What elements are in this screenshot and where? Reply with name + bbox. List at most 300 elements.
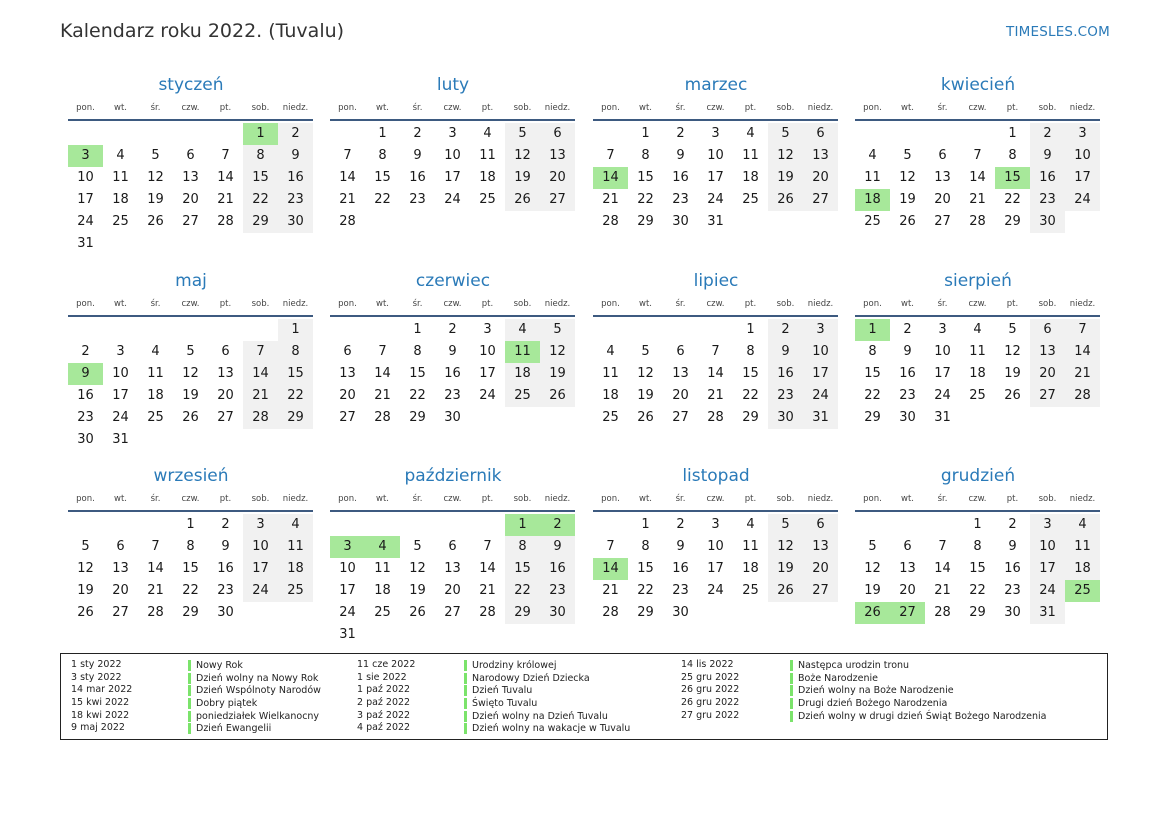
empty-cell [400,624,435,646]
day-cell: 13 [444,561,461,576]
weekday-header [68,98,314,118]
day-cell: 7 [151,539,160,554]
day-cell: 16 [77,388,94,403]
day-cell: 27 [803,580,838,602]
day-cell: 2 [768,319,803,341]
holiday-name: Boże Narodzenie [790,673,878,684]
day-cell: 8 [641,148,650,163]
weekday-label: pt. [1006,494,1019,504]
day-cell: 3 [711,126,720,141]
empty-cell [68,514,103,536]
day-cell: 9 [278,145,313,167]
weekday-label: sob. [513,494,532,504]
day-cell: 12 [540,341,575,363]
day-cell: 13 [112,561,129,576]
month-name: listopad [682,466,750,486]
weekday-label: wt. [639,103,652,113]
month-calendar [68,268,314,451]
day-cell: 1 [1008,126,1017,141]
day-cell: 6 [448,539,457,554]
day-cell: 20 [112,583,129,598]
day-cell: 3 [243,514,278,536]
day-cell: 3 [483,322,492,337]
weekday-label: pon. [863,299,882,309]
day-cell: 24 [339,605,356,620]
day-cell: 16 [899,366,916,381]
day-cell: 14 [969,170,986,185]
day-cell: 29 [182,605,199,620]
day-cell: 21 [147,583,164,598]
day-cell: 5 [505,123,540,145]
empty-cell [995,407,1030,429]
day-cell: 6 [221,344,230,359]
day-cell: 12 [899,170,916,185]
legend-column [71,659,371,735]
day-cell: 21 [934,583,951,598]
day-cell: 9 [413,148,422,163]
day-cell: 8 [278,341,313,363]
month-calendar [593,268,839,429]
day-cell: 11 [112,170,129,185]
day-cell: 26 [768,189,803,211]
day-cell: 25 [479,192,496,207]
day-cell: 7 [711,344,720,359]
holiday-date: 3 sty 2022 [71,671,122,683]
day-cell: 7 [938,539,947,554]
weekday-label: śr. [937,103,948,113]
empty-cell [470,407,505,429]
weekday-label: sob. [776,103,795,113]
day-cell: 16 [768,363,803,385]
day-cell: 23 [672,583,689,598]
day-cell: 17 [479,366,496,381]
empty-cell [173,123,208,145]
day-cell: 13 [803,536,838,558]
empty-cell [103,123,138,145]
legend-item [681,697,1081,710]
day-cell: 29 [409,410,426,425]
day-cell: 11 [742,539,759,554]
day-cell: 14 [243,363,278,385]
day-cell: 29 [742,410,759,425]
day-cell: 13 [339,366,356,381]
day-cell: 6 [803,123,838,145]
day-cell: 17 [444,170,461,185]
day-cell: 19 [409,583,426,598]
holiday-date: 9 maj 2022 [71,722,125,734]
holiday-name: Nowy Rok [188,660,243,671]
month-calendar [855,72,1101,233]
empty-cell [1030,407,1065,429]
day-cell: 15 [374,170,391,185]
day-cell: 21 [602,583,619,598]
legend-item [681,684,1081,697]
legend-column [681,659,1081,722]
day-cell: 21 [374,388,391,403]
day-cell: 4 [746,517,755,532]
day-cell: 9 [221,539,230,554]
weekday-label: czw. [706,494,725,504]
holiday-date: 11 cze 2022 [357,659,416,670]
day-cell: 14 [147,561,164,576]
day-cell: 4 [278,514,313,536]
empty-cell [803,211,838,233]
weekday-label: sob. [251,299,270,309]
day-cell: 26 [855,602,890,624]
empty-cell [470,514,505,536]
day-cell: 9 [903,344,912,359]
empty-cell [243,319,278,341]
day-cell: 18 [479,170,496,185]
day-cell: 28 [479,605,496,620]
day-cell: 15 [637,561,654,576]
day-cell: 21 [243,385,278,407]
day-cell: 5 [868,539,877,554]
day-cell: 29 [969,605,986,620]
day-cell: 4 [483,126,492,141]
weekday-label: pon. [601,299,620,309]
empty-cell [138,319,173,341]
empty-cell [925,123,960,145]
empty-cell [1065,211,1100,233]
legend-item [357,672,657,685]
legend-item [71,672,371,685]
day-cell: 16 [672,170,689,185]
day-cell: 15 [409,366,426,381]
empty-cell [435,514,470,536]
day-cell: 14 [479,561,496,576]
holiday-date: 4 paź 2022 [357,722,411,734]
day-cell: 8 [746,344,755,359]
header-divider [68,119,313,121]
holiday-name: Drugi dzień Bożego Narodzenia [790,698,947,709]
day-cell: 11 [374,561,391,576]
day-cell: 28 [243,407,278,429]
day-cell: 13 [899,561,916,576]
day-cell: 26 [147,214,164,229]
legend-item [681,710,1081,723]
month-calendar [330,72,576,233]
day-cell: 22 [278,385,313,407]
empty-cell [505,624,540,646]
day-cell: 3 [938,322,947,337]
empty-cell [698,602,733,624]
day-cell: 5 [1008,322,1017,337]
holiday-name: Dzień wolny na Boże Narodzenie [790,685,954,696]
day-cell: 30 [444,410,461,425]
day-cell: 7 [606,539,615,554]
day-cell: 1 [855,319,890,341]
empty-cell [698,319,733,341]
header-divider [593,315,838,317]
day-cell: 29 [505,602,540,624]
day-cell: 25 [742,583,759,598]
day-cell: 12 [182,366,199,381]
day-cell: 19 [768,558,803,580]
month-name: sierpień [944,271,1012,291]
day-cell: 16 [217,561,234,576]
holiday-date: 1 sie 2022 [357,671,407,683]
holiday-date: 1 sty 2022 [71,659,122,670]
day-cell: 31 [77,236,94,251]
weekday-label: pt. [219,494,232,504]
legend-column [357,659,657,735]
day-cell: 7 [343,148,352,163]
day-cell: 17 [112,388,129,403]
page-title: Kalendarz roku 2022. (Tuvalu) [60,20,345,42]
empty-cell [855,514,890,536]
day-cell: 29 [243,211,278,233]
day-cell: 23 [540,580,575,602]
site-link[interactable]: TIMESLES.COM [1006,24,1110,40]
weekday-header [593,489,839,509]
day-cell: 27 [890,602,925,624]
month-calendar [593,72,839,233]
weekday-label: pt. [481,103,494,113]
day-cell: 7 [606,148,615,163]
holiday-date: 1 paź 2022 [357,684,411,696]
day-cell: 16 [444,366,461,381]
day-cell: 7 [243,341,278,363]
empty-cell [540,211,575,233]
weekday-label: niedz. [544,103,571,113]
empty-cell [435,211,470,233]
weekday-label: sob. [1038,299,1057,309]
weekday-label: śr. [150,494,161,504]
weekday-header [593,294,839,314]
day-cell: 30 [1004,605,1021,620]
day-cell: 11 [864,170,881,185]
day-cell: 9 [68,363,103,385]
holiday-date: 27 gru 2022 [681,709,740,721]
day-cell: 27 [803,189,838,211]
day-cell: 6 [540,123,575,145]
day-cell: 26 [77,605,94,620]
legend-item [681,659,1081,672]
day-grid [593,123,839,233]
header-divider [330,315,575,317]
holiday-date: 14 mar 2022 [71,684,133,696]
empty-cell [505,407,540,429]
weekday-label: śr. [937,494,948,504]
empty-cell [593,123,628,145]
day-grid [330,514,576,646]
empty-cell [890,514,925,536]
day-cell: 1 [973,517,982,532]
day-cell: 27 [540,189,575,211]
header-divider [593,510,838,512]
weekday-label: czw. [968,494,987,504]
day-cell: 3 [1065,123,1100,145]
empty-cell [138,123,173,145]
day-cell: 13 [934,170,951,185]
day-cell: 7 [378,344,387,359]
weekday-label: sob. [513,299,532,309]
day-cell: 14 [217,170,234,185]
day-cell: 26 [182,410,199,425]
day-cell: 15 [995,167,1030,189]
day-cell: 5 [186,344,195,359]
day-cell: 15 [243,167,278,189]
day-cell: 9 [448,344,457,359]
day-cell: 2 [1008,517,1017,532]
day-cell: 12 [505,145,540,167]
day-cell: 20 [1030,363,1065,385]
holiday-name: Święto Tuvalu [464,698,537,709]
day-cell: 22 [637,192,654,207]
day-cell: 7 [483,539,492,554]
day-cell: 20 [540,167,575,189]
day-cell: 3 [448,126,457,141]
day-cell: 23 [899,388,916,403]
day-grid [855,319,1101,429]
day-cell: 27 [1030,385,1065,407]
day-cell: 27 [339,410,356,425]
day-cell: 14 [374,366,391,381]
day-cell: 31 [803,407,838,429]
day-cell: 20 [444,583,461,598]
holiday-date: 2 paź 2022 [357,697,411,709]
day-cell: 22 [864,388,881,403]
weekday-label: pt. [1006,103,1019,113]
empty-cell [628,319,663,341]
weekday-label: czw. [443,494,462,504]
legend-item [71,684,371,697]
day-cell: 12 [1004,344,1021,359]
day-cell: 24 [934,388,951,403]
day-cell: 30 [768,407,803,429]
empty-cell [330,123,365,145]
empty-cell [540,624,575,646]
day-cell: 4 [151,344,160,359]
day-cell: 23 [444,388,461,403]
day-cell: 4 [973,322,982,337]
day-cell: 2 [903,322,912,337]
day-cell: 11 [602,366,619,381]
day-cell: 9 [676,539,685,554]
empty-cell [505,211,540,233]
day-cell: 24 [479,388,496,403]
empty-cell [435,624,470,646]
month-name: październik [404,466,502,486]
day-cell: 22 [742,388,759,403]
day-cell: 19 [637,388,654,403]
holiday-name: Dzień Tuvalu [464,685,532,696]
empty-cell [803,602,838,624]
weekday-label: pt. [1006,299,1019,309]
day-cell: 12 [864,561,881,576]
day-cell: 17 [707,561,724,576]
day-cell: 24 [444,192,461,207]
holiday-name: Dzień wolny w drugi dzień Świąt Bożego Narodzenia [790,711,1047,722]
day-cell: 27 [934,214,951,229]
day-cell: 18 [742,170,759,185]
day-grid [593,319,839,429]
day-cell: 9 [540,536,575,558]
day-cell: 4 [365,536,400,558]
day-cell: 21 [969,192,986,207]
day-cell: 8 [641,539,650,554]
day-cell: 19 [77,583,94,598]
weekday-header [855,294,1101,314]
day-cell: 28 [147,605,164,620]
day-cell: 13 [672,366,689,381]
day-cell: 5 [768,514,803,536]
month-name: grudzień [940,466,1016,486]
weekday-label: pon. [601,494,620,504]
day-cell: 29 [278,407,313,429]
empty-cell [208,429,243,451]
day-cell: 20 [934,192,951,207]
day-cell: 22 [374,192,391,207]
empty-cell [593,514,628,536]
day-cell: 15 [182,561,199,576]
day-cell: 1 [278,319,313,341]
empty-cell [138,233,173,255]
day-cell: 6 [1030,319,1065,341]
header-divider [68,315,313,317]
day-cell: 2 [413,126,422,141]
day-cell: 20 [803,558,838,580]
day-cell: 24 [243,580,278,602]
holiday-name: Następca urodzin tronu [790,660,909,671]
empty-cell [768,602,803,624]
weekday-label: śr. [412,103,423,113]
weekday-label: niedz. [1069,299,1096,309]
legend-item [357,684,657,697]
empty-cell [330,319,365,341]
day-cell: 24 [77,214,94,229]
day-cell: 11 [278,536,313,558]
day-cell: 12 [768,145,803,167]
day-cell: 16 [540,558,575,580]
month-name: lipiec [693,271,739,291]
weekday-label: czw. [968,299,987,309]
day-cell: 16 [672,561,689,576]
day-cell: 8 [413,344,422,359]
day-cell: 31 [112,432,129,447]
day-cell: 5 [81,539,90,554]
weekday-label: sob. [251,103,270,113]
day-cell: 23 [409,192,426,207]
legend-item [71,722,371,735]
day-cell: 30 [1030,211,1065,233]
day-cell: 25 [278,580,313,602]
day-cell: 30 [540,602,575,624]
day-cell: 11 [742,148,759,163]
weekday-label: pt. [481,494,494,504]
weekday-label: wt. [901,494,914,504]
day-cell: 15 [278,363,313,385]
empty-cell [278,233,313,255]
day-cell: 19 [182,388,199,403]
day-cell: 1 [641,126,650,141]
day-cell: 21 [707,388,724,403]
weekday-label: niedz. [544,299,571,309]
day-cell: 25 [602,410,619,425]
empty-cell [365,319,400,341]
holiday-date: 15 kwi 2022 [71,697,130,709]
weekday-label: pon. [76,103,95,113]
empty-cell [208,123,243,145]
weekday-label: wt. [639,494,652,504]
day-cell: 10 [243,536,278,558]
day-cell: 10 [444,148,461,163]
day-cell: 10 [803,341,838,363]
month-name: kwiecień [940,75,1016,95]
day-cell: 8 [186,539,195,554]
day-cell: 29 [1004,214,1021,229]
